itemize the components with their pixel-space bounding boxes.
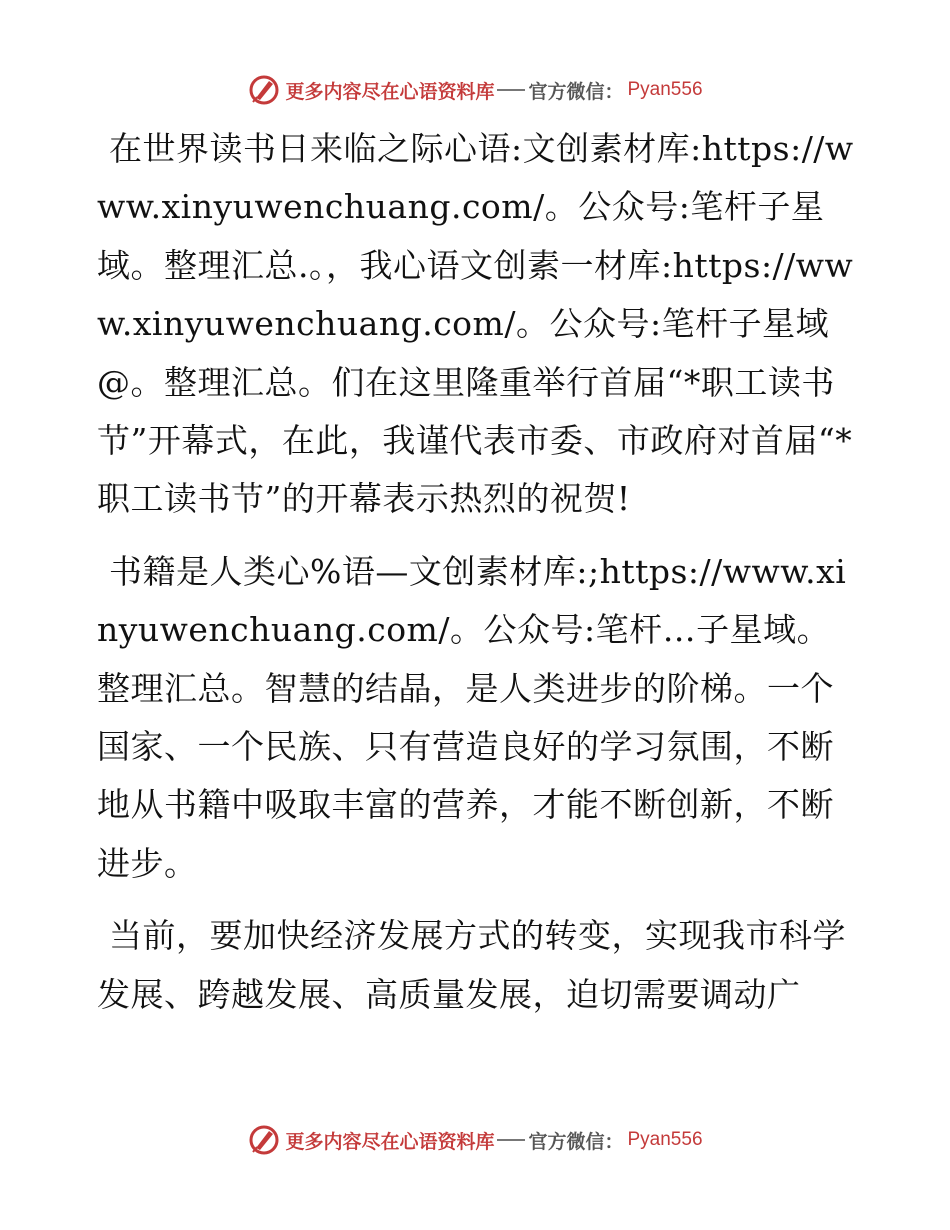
header-banner [0,70,950,110]
paragraph-1: 在世界读书日来临之际心语:文创素材库:https://www.xinyuwenchuang.com/。公众号:笔杆子星域。整理汇总.。，我心语文创素一材库:https://www.xinyuwenchuang.com/。公众号:笔杆子星域@。整理汇总。们在这里隆重举行首届“*职工读书节”开幕式，在此，我谨代表市委、市政府对首届“*职工读书节”的开幕表示热烈的祝贺! [97,129,854,519]
banner-main-text: 更多内容尽在心语资料库 [285,80,495,103]
quill-logo-icon [247,73,281,107]
banner-dash [497,1139,525,1141]
banner-account: Pyan556 [627,1129,703,1150]
paragraph-3: 当前，要加快经济发展方式的转变，实现我市科学发展、跨越发展、高质量发展，迫切需要调动广 [97,916,846,1014]
banner-account: Pyan556 [627,79,703,100]
banner-dash [497,89,525,91]
banner-sub-text: 官方微信： [528,80,624,103]
document-body [97,120,857,1038]
footer-banner [0,1120,950,1160]
paragraph-2: 书籍是人类心%语—文创素材库:;https://www.xinyuwenchuang.com/。公众号:笔杆…子星域。整理汇总。智慧的结晶，是人类进步的阶梯。一个国家、一个民族、只有营造良好的学习氛围，不断地从书籍中吸取丰富的营养，才能不断创新，不断进步。 [97,551,847,883]
banner-main-text: 更多内容尽在心语资料库 [285,1130,495,1153]
banner-sub-text: 官方微信： [528,1130,624,1153]
quill-logo-icon [247,1123,281,1157]
